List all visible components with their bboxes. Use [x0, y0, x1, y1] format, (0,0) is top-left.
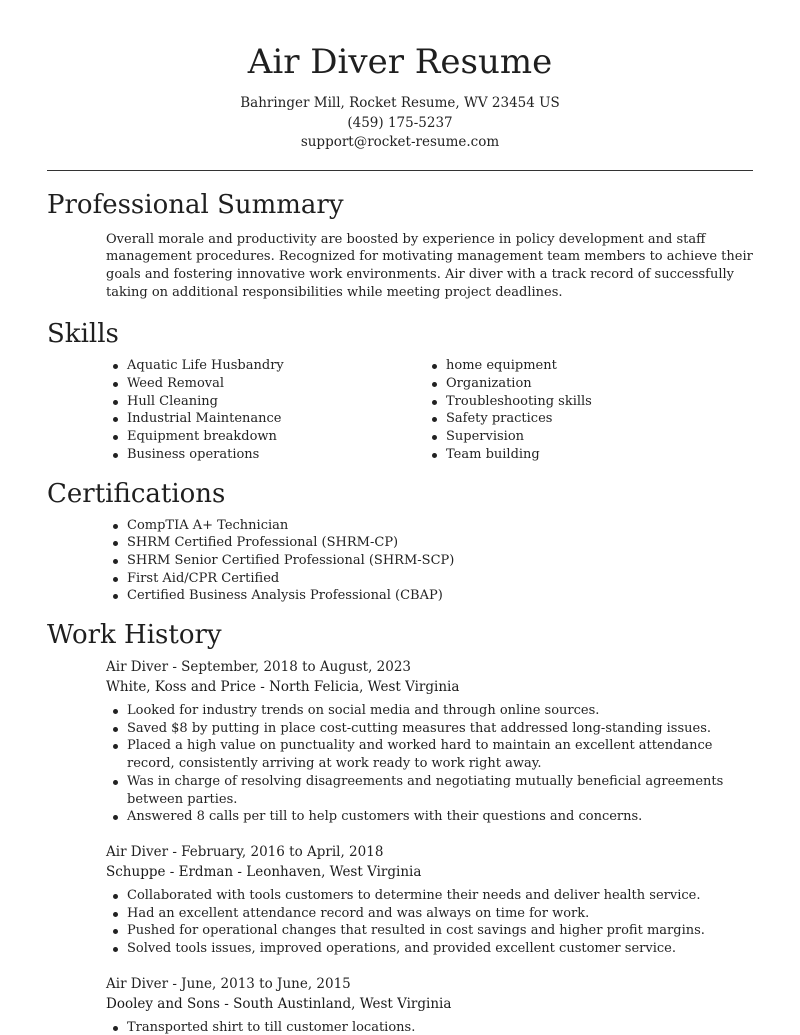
contact-info: [47, 94, 753, 153]
job-duties-list: [106, 887, 753, 958]
skill-item: Business operations: [106, 446, 425, 464]
skill-item: Team building: [425, 446, 745, 464]
job-company-location: Schuppe - Erdman - Leonhaven, West Virginia: [106, 863, 422, 880]
skill-item: Safety practices: [425, 410, 745, 428]
job-duty: Looked for industry trends on social media and through online sources.: [106, 702, 753, 720]
summary-heading: Professional Summary: [47, 189, 344, 220]
header-divider: [47, 170, 753, 171]
skill-item: home equipment: [425, 357, 745, 375]
skill-item: Supervision: [425, 428, 745, 446]
skill-item: Weed Removal: [106, 375, 425, 393]
skill-item: Equipment breakdown: [106, 428, 425, 446]
job-duty: Collaborated with tools customers to determine their needs and deliver health service.: [106, 887, 753, 905]
job-duty: Was in charge of resolving disagreements and negotiating mutually beneficial agreements between parties.: [106, 773, 753, 808]
job-company-location: White, Koss and Price - North Felicia, West Virginia: [106, 679, 460, 696]
job-duty: Answered 8 calls per till to help customers with their questions and concerns.: [106, 808, 753, 826]
job-duties-list: [106, 702, 753, 826]
job-duty: Had an excellent attendance record and was always on time for work.: [106, 905, 753, 923]
job-title-dates: Air Diver - September, 2018 to August, 2023: [106, 659, 412, 676]
job-entry: [106, 974, 753, 1035]
certifications-section: [47, 478, 753, 606]
job-title-dates: Air Diver - June, 2013 to June, 2015: [106, 975, 351, 992]
certification-item: First Aid/CPR Certified: [106, 570, 753, 588]
job-duty: Pushed for operational changes that resulted in cost savings and higher profit margins.: [106, 922, 753, 940]
resume-title: Air Diver Resume: [247, 42, 553, 82]
skills-list-left: [106, 357, 425, 463]
summary-section: [47, 189, 753, 302]
skill-item: Industrial Maintenance: [106, 410, 425, 428]
job-duty: Transported shirt to till customer locations.: [106, 1019, 753, 1035]
job-duty: Saved $8 by putting in place cost-cutting measures that addressed long-standing issues.: [106, 720, 753, 738]
certifications-heading: Certifications: [47, 478, 226, 509]
work-history-section: [47, 619, 753, 1035]
job-duty: Placed a high value on punctuality and worked hard to maintain an excellent attendance record, consistently arriving at work ready to work right away.: [106, 737, 753, 772]
certifications-list: [106, 517, 753, 606]
skills-section: [47, 318, 753, 463]
certification-item: Certified Business Analysis Professional (CBAP): [106, 587, 753, 605]
certification-item: CompTIA A+ Technician: [106, 517, 753, 535]
certification-item: SHRM Senior Certified Professional (SHRM-SCP): [106, 552, 753, 570]
skill-item: Organization: [425, 375, 745, 393]
phone: (459) 175-5237: [347, 114, 453, 131]
job-duty: Solved tools issues, improved operations, and provided excellent customer service.: [106, 940, 753, 958]
skills-columns: [106, 357, 753, 463]
summary-text: Overall morale and productivity are boosted by experience in policy development and staff management procedures. Recognized for motivating management team members to achieve their goals and fostering innovative work environments. Air diver with a track record of successfully taking on additional responsibilities while meeting project deadlines.: [106, 231, 753, 300]
work-history-heading: Work History: [47, 620, 222, 651]
job-duties-list: [106, 1019, 753, 1035]
address: Bahringer Mill, Rocket Resume, WV 23454 US: [240, 95, 560, 111]
certification-item: SHRM Certified Professional (SHRM-CP): [106, 534, 753, 552]
job-entry: [106, 657, 753, 826]
skills-heading: Skills: [47, 319, 119, 350]
job-title-dates: Air Diver - February, 2016 to April, 2018: [106, 843, 384, 860]
skill-item: Aquatic Life Husbandry: [106, 357, 425, 375]
resume-header: [47, 0, 753, 153]
job-entry: [106, 842, 753, 958]
job-company-location: Dooley and Sons - South Austinland, West Virginia: [106, 995, 452, 1012]
skill-item: Troubleshooting skills: [425, 393, 745, 411]
email: support@rocket-resume.com: [300, 134, 500, 150]
skill-item: Hull Cleaning: [106, 393, 425, 411]
skills-list-right: [425, 357, 745, 463]
